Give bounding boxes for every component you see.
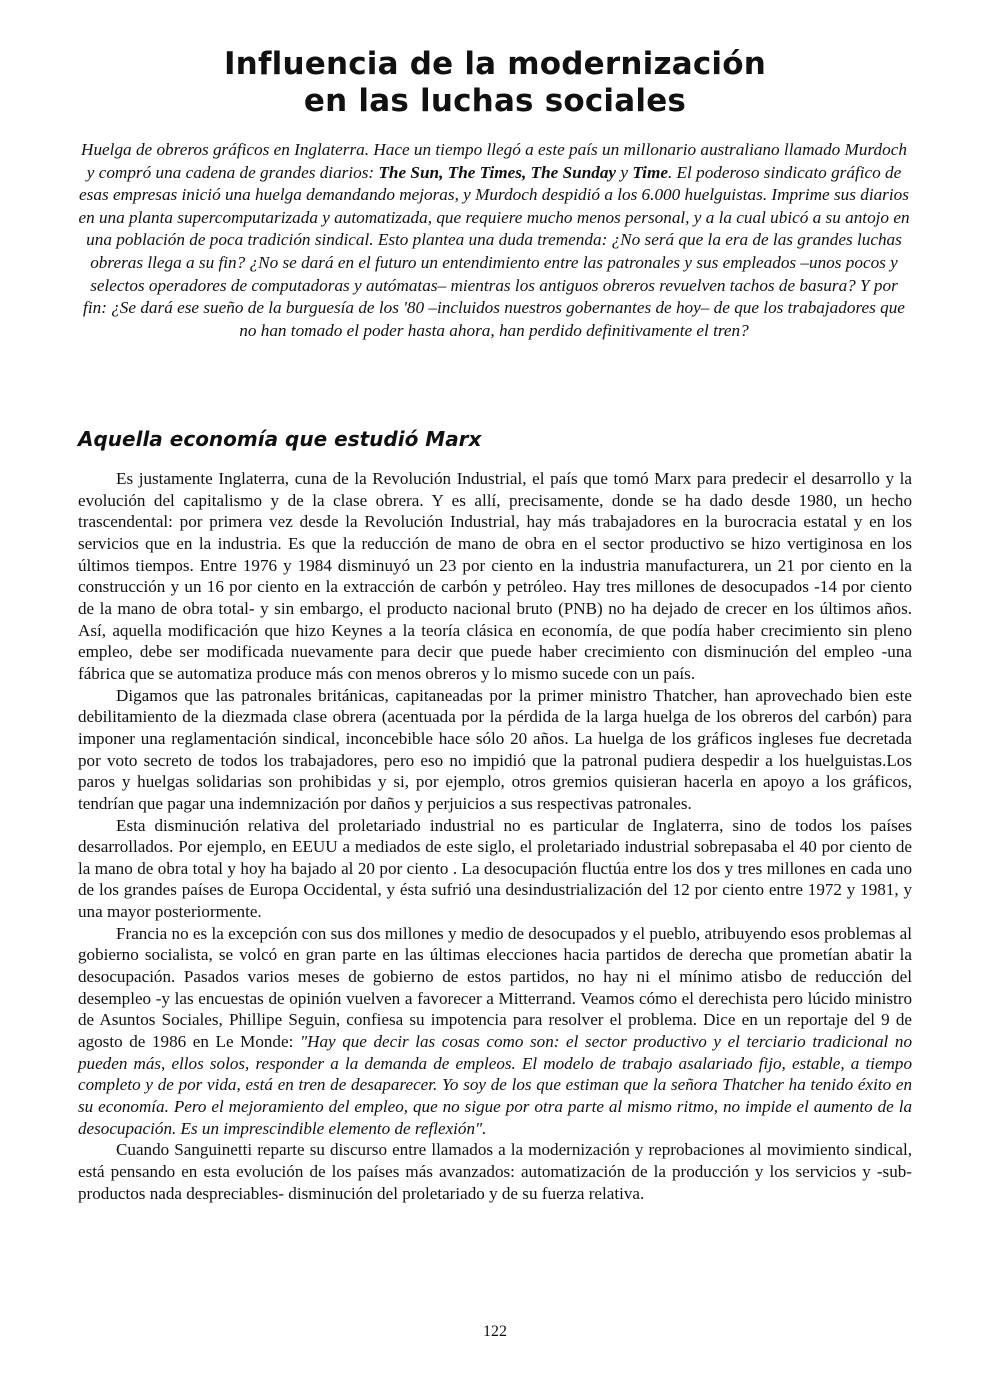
- title-line-1: Influencia de la modernización: [223, 46, 767, 82]
- page-number: 122: [483, 1323, 507, 1340]
- section-body: [78, 468, 912, 1204]
- title-line-2: en las luchas sociales: [303, 83, 687, 119]
- body-paragraph-4: [78, 923, 912, 1140]
- intro-text-1: Huelga de obreros gráficos en Inglaterra. Hace un tiempo llegó a este país un millonario australiano llamado Murdoch y compró una cadena de grandes diarios:: [81, 140, 907, 182]
- intro-newspaper-last: Time: [632, 162, 668, 182]
- page-title: [0, 46, 990, 120]
- intro-paragraph: [78, 139, 910, 342]
- intro-text-2: y: [616, 162, 633, 182]
- body-paragraph-4-quote: "Hay que decir las cosas como son: el sector productivo y el terciario tradicional no pueden más, ellos solos, responder a la demanda de empleos. El modelo de trabajo asalariado fijo, estable, a tiempo completo y de por vida, está en tren de desaparecer. Yo soy de los que estiman que la señora Thatcher ha tenido éxito en su economía. Pero el mejoramiento del empleo, que no sigue por otra parte al mismo ritmo, no impide el aumento de la desocupación. Es un imprescindible elemento de reflexión".: [78, 1032, 912, 1138]
- body-paragraph-2: Digamos que las patronales británicas, capitaneadas por la primer ministro Thatcher, han aprovechado bien este debilitamiento de la diezmada clase obrera (acentuada por la pérdida de la larga huelga de los obreros del carbón) para imponer una reglamentación sindical, inconcebible hace sólo 20 años. La huelga de los gráficos ingleses fue decretada por voto secreto de todos los trabajadores, pero eso no impidió que la patronal pudiera despedir a los huelguistas.Los paros y huelgas solidarias son prohibidas y si, por ejemplo, otros gremios quisieran hacerla en apoyo a los gráficos, tendrían que pagar una indemnización por daños y perjuicios a sus respectivas patronales.: [78, 685, 912, 813]
- body-paragraph-3: Esta disminución relativa del proletariado industrial no es particular de Inglaterra, sino de todos los países desarrollados. Por ejemplo, en EEUU a mediados de este siglo, el proletariado industrial sobrepasaba el 40 por ciento de la mano de obra total y hoy ha bajado al 20 por ciento . La desocupación fluctúa entre los dos y tres millones en cada uno de los grandes países de Europa Occidental, y ésta sufrió una desindustrialización del 12 por ciento entre 1972 y 1981, y una mayor posteriormente.: [78, 815, 912, 922]
- body-paragraph-5: Cuando Sanguinetti reparte su discurso entre llamados a la modernización y reprobaciones al movimiento sindical, está pensando en esta evolución de los países más avanzados: automatización de la producción y los servicios y -sub-productos nada despreciables- disminución del proletariado y de su fuerza relativa.: [78, 1140, 912, 1203]
- body-paragraph-1: Es justamente Inglaterra, cuna de la Revolución Industrial, el país que tomó Marx para predecir el desarrollo y la evolución del capitalismo y de la clase obrera. Y es allí, precisamente, donde se ha dado desde 1980, un hecho trascendental: por primera vez desde la Revolución Industrial, hay más trabajadores en la burocracia estatal y en los servicios que en la industria. Es que la reducción de mano de obra en el sector productivo se hizo vertiginosa en los últimos tiempos. Entre 1976 y 1984 disminuyó un 23 por ciento en la industria manufacturera, un 21 por ciento en la construcción y un 16 por ciento en la extracción de carbón y petróleo. Hay tres millones de desocupados -14 por ciento de la mano de obra total- y sin embargo, el producto nacional bruto (PNB) no ha dejado de crecer en los últimos años. Así, aquella modificación que hizo Keynes a la teoría clásica en economía, de que podía haber crecimiento sin pleno empleo, debe ser modificada nuevamente para decir que puede haber crecimiento con disminución del empleo -una fábrica que se automatiza produce más con menos obreros y lo mismo sucede con un país.: [78, 469, 912, 683]
- section-heading: Aquella economía que estudió Marx: [78, 427, 482, 451]
- intro-newspapers: The Sun, The Times, The Sunday: [378, 162, 617, 182]
- body-paragraph-4-text: Francia no es la excepción con sus dos millones y medio de desocupados y el pueblo, atribuyendo esos problemas al gobierno socialista, se volcó en gran parte en las últimas elecciones hacia partidos de derecha que prometían abatir la desocupación. Pasados varios meses de gobierno de estos partidos, no hay ni el mínimo atisbo de reducción del desempleo -y las encuestas de opinión vuelven a favorecer a Mitterrand. Veamos cómo el derechista pero lúcido ministro de Asuntos Sociales, Phillipe Seguin, confiesa su impotencia para resolver el problema. Dice en un reportaje del 9 de agosto de 1986 en Le Monde:: [78, 923, 912, 1052]
- intro-text-3: . El poderoso sindicato gráfico de esas empresas inició una huelga demandando mejoras, y Murdoch despidió a los 6.000 huelguistas. Imprime sus diarios en una planta supercomputarizada y automatizada, que requiere mucho menos personal, y a la cual ubicó a su antojo en una población de poca tradición sindical. Esto plantea una duda tremenda: ¿No será que la era de las grandes luchas obreras llega a su fin? ¿No se dará en el futuro un entendimiento entre las patronales y sus empleados –unos pocos y selectos operadores de computadoras y autómatas– mientras los antiguos obreros revuelven tachos de basura? Y por fin: ¿Se dará ese sueño de la burguesía de los '80 –incluidos nuestros gobernantes de hoy– de que los trabajadores que no han tomado el poder hasta ahora, han perdido definitivamente el tren?: [78, 162, 910, 340]
